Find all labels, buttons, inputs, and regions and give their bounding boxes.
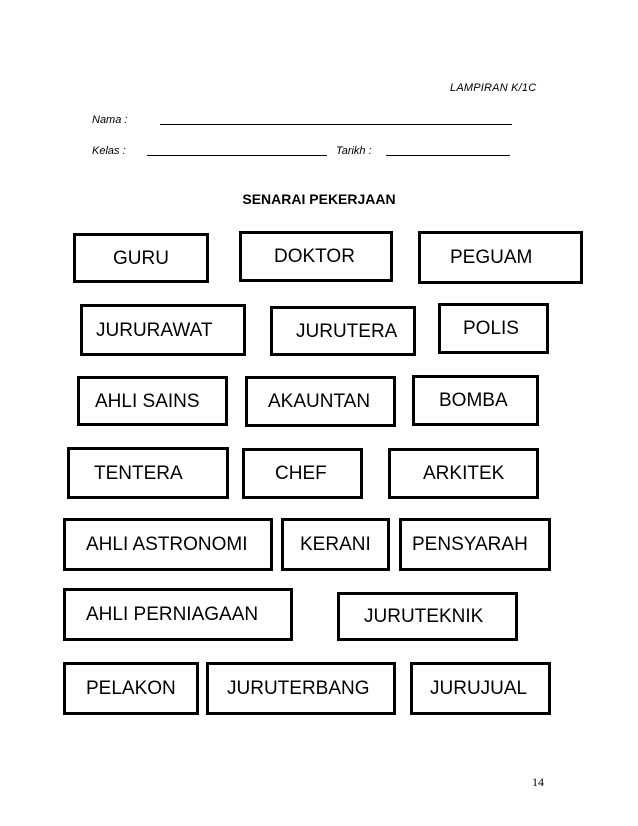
job-card-polis: POLIS	[438, 303, 549, 354]
job-card-jururawat: JURURAWAT	[80, 304, 246, 356]
job-card-tentera: TENTERA	[67, 447, 229, 499]
name-field[interactable]	[160, 124, 512, 125]
name-label: Nama :	[92, 114, 128, 126]
job-card-guru: GURU	[73, 233, 209, 283]
job-card-jurujual: JURUJUAL	[410, 662, 551, 715]
reference-code: LAMPIRAN K/1C	[450, 82, 537, 94]
job-card-pelakon: PELAKON	[63, 662, 199, 715]
class-label: Kelas :	[92, 145, 126, 157]
class-field[interactable]	[147, 155, 327, 156]
job-card-doktor: DOKTOR	[239, 231, 393, 282]
job-card-pensyarah: PENSYARAH	[399, 518, 551, 571]
job-card-jurutera: JURUTERA	[270, 306, 416, 356]
date-field[interactable]	[386, 155, 510, 156]
job-card-ahli-sains: AHLI SAINS	[77, 376, 228, 426]
job-card-peguam: PEGUAM	[418, 231, 583, 284]
job-card-ahli-astronomi: AHLI ASTRONOMI	[63, 518, 273, 571]
job-card-juruteknik: JURUTEKNIK	[337, 592, 518, 641]
job-card-arkitek: ARKITEK	[388, 448, 539, 499]
job-card-akauntan: AKAUNTAN	[245, 376, 396, 427]
job-card-juruterbang: JURUTERBANG	[206, 662, 396, 715]
job-card-chef: CHEF	[242, 448, 363, 499]
page-title: SENARAI PEKERJAAN	[242, 191, 396, 207]
job-card-ahli-perniagaan: AHLI PERNIAGAAN	[63, 588, 293, 641]
job-card-kerani: KERANI	[281, 518, 390, 571]
page-number: 14	[532, 775, 544, 789]
job-card-bomba: BOMBA	[412, 375, 539, 426]
date-label: Tarikh :	[336, 145, 372, 157]
